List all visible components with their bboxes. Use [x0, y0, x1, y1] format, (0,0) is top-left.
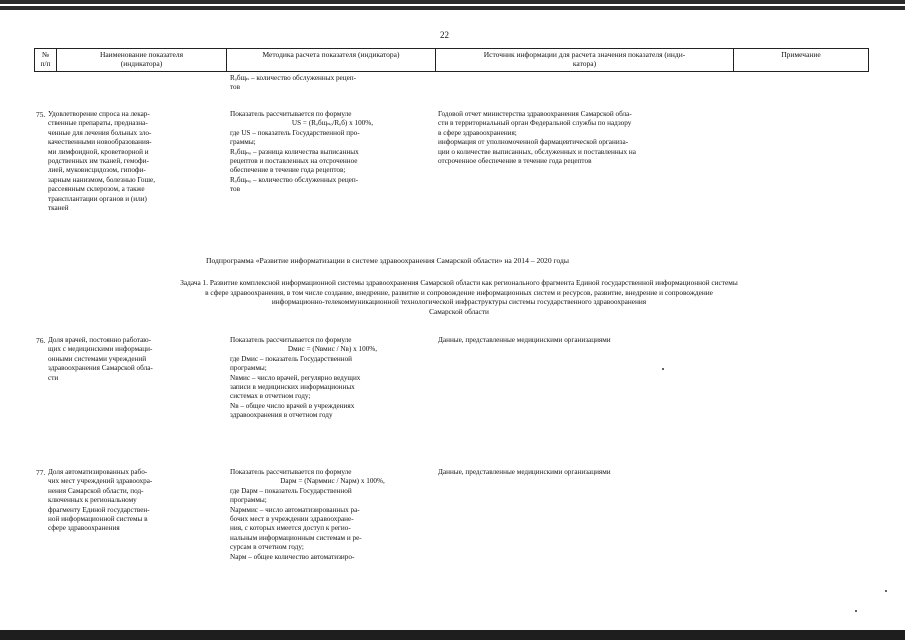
text-line: где Dарм – показатель Государственной: [230, 486, 352, 495]
text-line: ми лимфоидной, кроветворной и: [48, 147, 149, 156]
row75-method: [230, 110, 435, 195]
text-line: Показатель рассчитывается по формуле: [230, 110, 352, 118]
text-line: здравоохранения Самарской обла-: [48, 364, 153, 373]
bottom-scan-border: [0, 630, 905, 640]
row76-method: [230, 336, 435, 421]
text-line: Nвмис – число врачей, регулярно ведущих: [230, 373, 361, 382]
text-line: Показатель рассчитывается по формуле: [230, 468, 352, 476]
header-number: № п/п: [35, 49, 57, 72]
text-line: Доля автоматизированных рабо-: [48, 468, 148, 476]
text-line: рецептов и поставленных на отсроченное: [230, 157, 358, 166]
text-line: записи в медицинских информационных: [230, 383, 355, 392]
text-line: где Dмис – показатель Государственной: [230, 354, 353, 363]
text-line: ции о количестве выписанных, обслуженных и поставленных на: [438, 147, 636, 156]
text-line: здравоохранения в отчетном году: [230, 411, 333, 420]
text-line: отсроченное обеспечение в течение года рецептов: [438, 157, 592, 166]
row75-number: 75.: [36, 110, 46, 119]
scan-speck: [885, 590, 887, 592]
text-line: ченные для лечения больных зло-: [48, 128, 152, 137]
text-line: ной информационной системы в: [48, 515, 148, 524]
text-line: нальным информационным системам и ре-: [230, 533, 362, 542]
text-line: щих с медицинскими информаци-: [48, 345, 153, 354]
text-line: граммы;: [230, 138, 256, 147]
row75-source: [438, 110, 738, 166]
text-line: качественными новообразования-: [48, 138, 152, 147]
text-line: в сфере здравоохранения;: [438, 128, 517, 137]
text-line: сти в территориальный орган Федеральной службы по надзору: [438, 119, 632, 128]
row76-name: [48, 336, 223, 383]
text-line: нения Самарской области, под-: [48, 486, 144, 495]
text-line: Удовлетворение спроса на лекар-: [48, 110, 150, 118]
text-line: Задача 1. Развитие комплексной информационной системы здравоохранения Самарской области как регионального фрагмента Единой государственной информационной системы: [180, 278, 738, 287]
text-line: информационно-телекоммуникационной технологической инфраструктуры системы государственного здравоохранения: [271, 297, 647, 307]
text-line: Dарм = (Nарммис / Nарм) x 100%,: [280, 477, 385, 486]
text-line: Rₒбщₙₒ – разница количества выписанных: [230, 147, 359, 156]
text-line: фрагменту Единой государствен-: [48, 505, 150, 514]
text-line: рассеянным склерозом, а также: [48, 185, 145, 194]
page-number: 22: [440, 30, 449, 40]
text-line: программы;: [230, 364, 267, 373]
text-line: системах в отчетном году;: [230, 392, 311, 401]
row77-number: 77.: [36, 468, 46, 477]
text-line: ния, с которых имеется доступ к регио-: [230, 524, 351, 533]
text-line: Доля врачей, постоянно работаю-: [48, 336, 152, 344]
text-line: Nв – общее число врачей в учреждениях: [230, 401, 355, 410]
text-line: ственные препараты, предназна-: [48, 119, 148, 128]
table-header: [34, 48, 869, 72]
text-line: трансплантации органов и (или): [48, 194, 147, 203]
text-line: бочих мест в учреждении здравоохране-: [230, 515, 354, 524]
text-line: Годовой отчет министерства здравоохранения Самарской обла-: [438, 110, 632, 118]
header-method: Методика расчета показателя (индикатора): [227, 49, 436, 72]
row76-source: Данные, представленные медицинскими организациями: [438, 336, 611, 344]
text-line: Rₒбщₙₒ – количество обслуженных рецеп-: [230, 175, 359, 184]
text-line: сфере здравоохранения: [48, 524, 120, 533]
row77-name: [48, 468, 223, 534]
text-line: чих мест учреждений здравоохра-: [48, 477, 153, 486]
row77-source: Данные, представленные медицинскими организациями: [438, 468, 611, 476]
header-source: Источник информации для расчета значения показателя (инди- катора): [436, 49, 734, 72]
text-line: тов: [230, 185, 241, 194]
text-line: где US – показатель Государственной про-: [230, 128, 360, 137]
row75-name: [48, 110, 223, 213]
header-indicator-name: Наименование показателя (индикатора): [57, 49, 227, 72]
continuation-method: Rₒбщₙ – количество обслуженных рецеп- тов: [230, 74, 357, 92]
text-line: тканей: [48, 204, 69, 213]
text-line: Nарммис – число автоматизированных ра-: [230, 505, 360, 514]
scan-speck: [662, 368, 664, 370]
text-line: Самарской области: [429, 306, 489, 316]
text-line: сти: [48, 373, 59, 382]
top-scan-gap: [0, 4, 905, 6]
subprogram-title: Подпрограмма «Развитие информатизации в системе здравоохранения Самарской области» на 2014 – 2020 годы: [206, 256, 570, 265]
text-line: в сфере здравоохранения, в том числе создание, внедрение, развитие и сопровождение информационных систем и ресурсов, развитие, внедрение и сопровождение: [205, 287, 713, 297]
text-line: лией, муковисцидозом, гипофи-: [48, 166, 146, 175]
row76-number: 76.: [36, 336, 46, 345]
header-notes: Примечание: [734, 49, 869, 72]
text-line: ключенных к региональному: [48, 496, 137, 505]
text-line: US = (Rₒбщₙₒ/Rₒб) x 100%,: [291, 119, 374, 128]
text-line: программы;: [230, 496, 267, 505]
text-line: информация от уполномоченной фармацевтической организа-: [438, 138, 629, 147]
text-line: обеспечение в течение года рецептов;: [230, 166, 346, 175]
text-line: Показатель рассчитывается по формуле: [230, 336, 352, 344]
text-line: онными системами учреждений: [48, 354, 147, 363]
task-1-description: [44, 278, 874, 316]
row77-method: [230, 468, 435, 562]
scan-speck: [855, 610, 857, 612]
text-line: родственных им тканей, гемофи-: [48, 157, 149, 166]
text-line: зарным нанизмом, болезнью Гоше,: [48, 175, 156, 184]
text-line: сурсам в отчетном году;: [230, 543, 304, 552]
text-line: Dмис = (Nвмис / Nв) x 100%,: [287, 345, 378, 354]
text-line: Nарм – общее количество автоматизиро-: [230, 552, 355, 561]
